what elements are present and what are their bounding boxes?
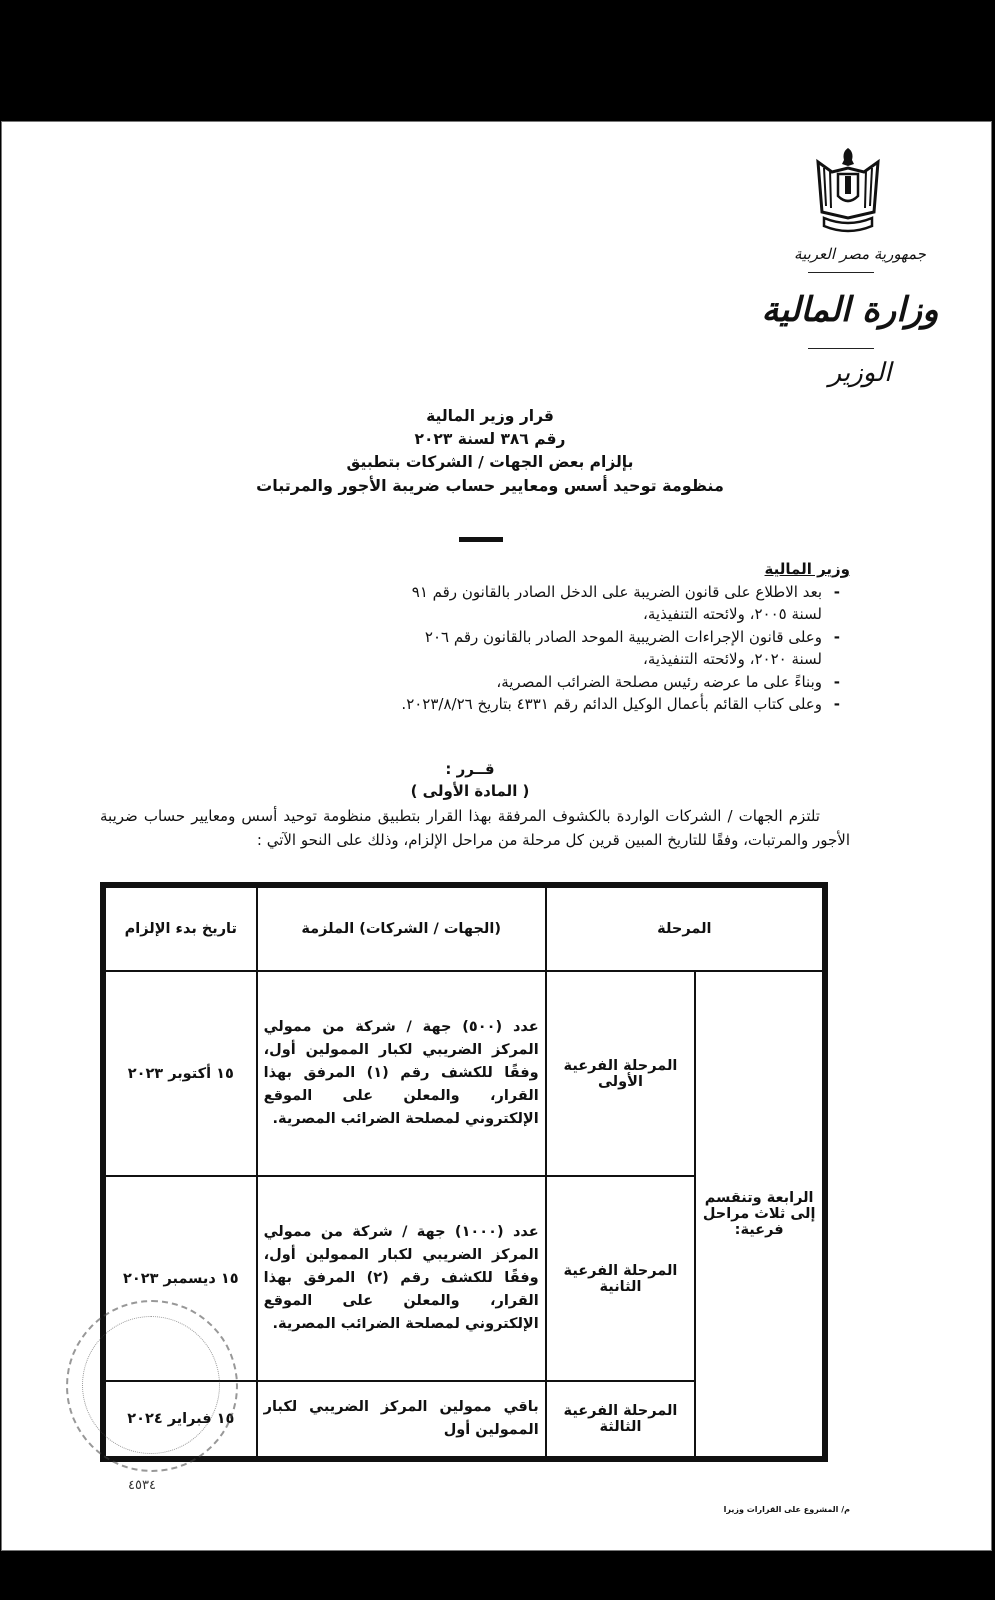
preamble-item	[100, 626, 850, 649]
preamble-item	[100, 581, 850, 604]
header-phase: المرحلة	[546, 887, 823, 971]
preamble-item-text: وعلى قانون الإجراءات الضريبية الموحد الصادر بالقانون رقم ٢٠٦	[424, 627, 822, 646]
subphase-cell: المرحلة الفرعية الثانية	[546, 1176, 696, 1381]
decree-title	[150, 405, 830, 497]
table-row	[105, 971, 823, 1176]
decision-heading: قــرر :	[445, 760, 495, 778]
main-phase-cell: الرابعة وتنقسم إلى ثلاث مراحل فرعية:	[695, 971, 823, 1457]
header-date: تاريخ بدء الإلزام	[105, 887, 257, 971]
preamble-item-text: وبناءً على ما عرضه رئيس مصلحة الضرائب المصرية،	[496, 672, 822, 691]
divider	[808, 348, 874, 349]
subphase-cell: المرحلة الفرعية الثالثة	[546, 1381, 696, 1457]
title-line-1: قرار وزير المالية	[426, 407, 554, 425]
preamble-header: وزير المالية	[764, 560, 850, 578]
title-line-2: رقم ٣٨٦ لسنة ٢٠٢٣	[414, 430, 566, 448]
date-cell: ١٥ ديسمبر ٢٠٢٣	[105, 1176, 257, 1381]
eagle-emblem-icon	[812, 146, 884, 234]
article-heading: ( المادة الأولى )	[410, 782, 530, 800]
table-header-row	[105, 887, 823, 971]
title-divider	[459, 537, 503, 542]
entities-cell: باقي ممولين المركز الضريبي لكبار الممولين أول	[257, 1381, 546, 1457]
preamble-item	[100, 671, 850, 694]
preamble-item	[100, 693, 850, 716]
footer-note: م/ المشروع على القرارات وزيرا	[723, 1505, 850, 1514]
entities-cell: عدد (٥٠٠) جهة / شركة من ممولي المركز الضريبي لكبار الممولين أول، وفقًا للكشف رقم (١) المرفق بهذا القرار، والمعلن على الموقع الإلكتروني لمصلحة الضرائب المصرية.	[257, 971, 546, 1176]
article-paragraph-text: تلتزم الجهات / الشركات الواردة بالكشوف المرفقة بهذا القرار بتطبيق منظومة توحيد أسس ومعايير حساب ضريبة الأجور والمرتبات، وفقًا للتاريخ المبين قرين كل مرحلة من مراحل الإلزام، وذلك على النحو الآتي :	[100, 807, 850, 849]
subphase-cell: المرحلة الفرعية الأولى	[546, 971, 696, 1176]
date-cell: ١٥ فبراير ٢٠٢٤	[105, 1381, 257, 1457]
stamp-number: ٤٥٣٤	[128, 1478, 156, 1493]
minister-office: الوزير	[828, 358, 892, 388]
preamble-item-continued: لسنة ٢٠٠٥، ولائحته التنفيذية،	[643, 605, 822, 623]
header-entities: (الجهات / الشركات) الملزمة	[257, 887, 546, 971]
date-cell: ١٥ أكتوبر ٢٠٢٣	[105, 971, 257, 1176]
preamble-item-text: وعلى كتاب القائم بأعمال الوكيل الدائم رقم ٤٣٣١ بتاريخ ٢٠٢٣/٨/٢٦.	[401, 695, 822, 713]
entities-cell: عدد (١٠٠٠) جهة / شركة من ممولي المركز الضريبي لكبار الممولين أول، وفقًا للكشف رقم (٢) المرفق بهذا القرار، والمعلن على الموقع الإلكتروني لمصلحة الضرائب المصرية.	[257, 1176, 546, 1381]
title-line-3: بإلزام بعض الجهات / الشركات بتطبيق	[346, 453, 634, 471]
preamble-item-continued: لسنة ٢٠٢٠، ولائحته التنفيذية،	[643, 650, 822, 668]
ministry-name: وزارة المالية	[761, 290, 939, 330]
divider	[808, 272, 874, 273]
title-line-4: منظومة توحيد أسس ومعايير حساب ضريبة الأجور والمرتبات	[256, 476, 724, 495]
official-seal-stamp	[66, 1300, 238, 1472]
preamble	[100, 558, 850, 716]
republic-label: جمهورية مصر العربية	[794, 245, 926, 263]
preamble-item-text: بعد الاطلاع على قانون الضريبة على الدخل الصادر بالقانون رقم ٩١	[411, 582, 822, 601]
article-paragraph	[100, 804, 850, 852]
